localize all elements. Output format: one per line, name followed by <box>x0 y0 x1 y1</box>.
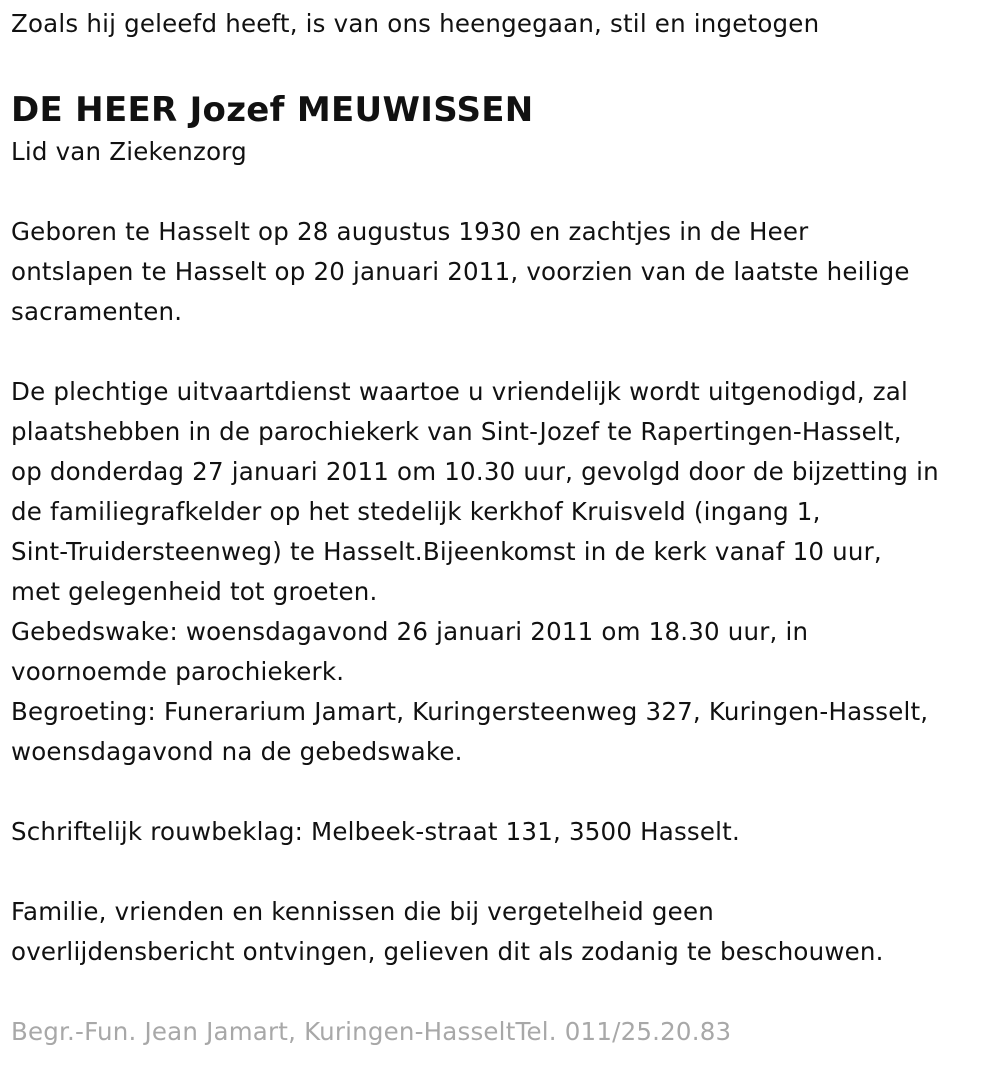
funeral-director-footer: Begr.-Fun. Jean Jamart, Kuringen-HasseltTel. 011/25.20.83 <box>11 1017 732 1046</box>
deceased-name: DE HEER Jozef MEUWISSEN <box>11 90 534 130</box>
service-line: op donderdag 27 januari 2011 om 10.30 uur, gevolgd door de bijzetting in <box>11 457 939 486</box>
birth-line: sacramenten. <box>11 297 183 326</box>
spacer <box>11 772 1000 812</box>
family-line: overlijdensbericht ontvingen, gelieven dit als zodanig te beschouwen. <box>11 937 884 966</box>
service-paragraph <box>11 372 1000 772</box>
service-line: plaatshebben in de parochiekerk van Sint-Jozef te Rapertingen-Hasselt, <box>11 417 902 446</box>
service-line: Sint-Truidersteenweg) te Hasselt.Bijeenkomst in de kerk vanaf 10 uur, <box>11 537 882 566</box>
vigil-line: voornoemde parochiekerk. <box>11 657 345 686</box>
birth-line: ontslapen te Hasselt op 20 januari 2011, voorzien van de laatste heilige <box>11 257 910 286</box>
intro-text: Zoals hij geleefd heeft, is van ons heengegaan, stil en ingetogen <box>11 9 820 38</box>
condolence-address: Schriftelijk rouwbeklag: Melbeek-straat 131, 3500 Hasselt. <box>11 817 740 846</box>
greeting-line: Begroeting: Funerarium Jamart, Kuringersteenweg 327, Kuringen-Hasselt, <box>11 697 929 726</box>
spacer <box>11 332 1000 372</box>
spacer <box>11 852 1000 892</box>
deceased-role: Lid van Ziekenzorg <box>11 137 247 166</box>
vigil-line: Gebedswake: woensdagavond 26 januari 2011 om 18.30 uur, in <box>11 617 809 646</box>
spacer <box>11 172 1000 212</box>
service-line: de familiegrafkelder op het stedelijk kerkhof Kruisveld (ingang 1, <box>11 497 821 526</box>
greeting-line: woensdagavond na de gebedswake. <box>11 737 463 766</box>
service-line: De plechtige uitvaartdienst waartoe u vriendelijk wordt uitgenodigd, zal <box>11 377 908 406</box>
birth-paragraph <box>11 212 1000 332</box>
service-line: met gelegenheid tot groeten. <box>11 577 378 606</box>
birth-line: Geboren te Hasselt op 28 augustus 1930 en zachtjes in de Heer <box>11 217 809 246</box>
family-line: Familie, vrienden en kennissen die bij vergetelheid geen <box>11 897 714 926</box>
family-paragraph <box>11 892 1000 972</box>
